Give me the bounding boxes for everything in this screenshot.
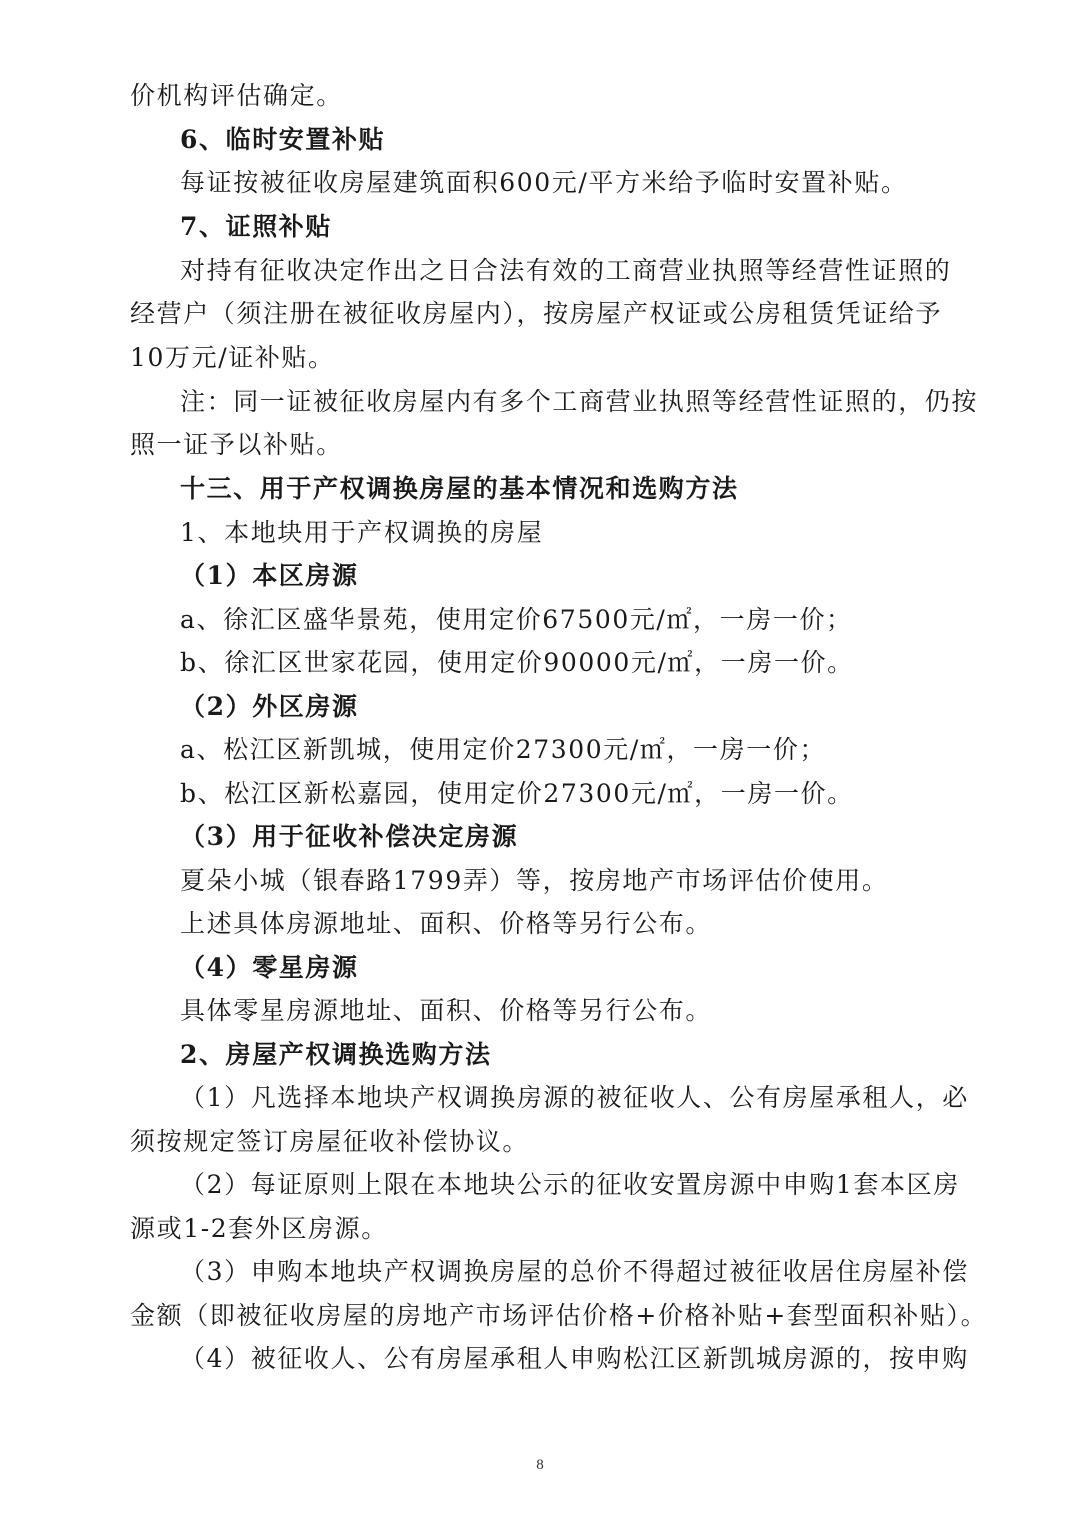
item-heading: （1）本区房源 [180,561,359,590]
chapter-heading: 十三、用于产权调换房屋的基本情况和选购方法 [180,474,739,503]
text-line: 经营户（须注册在被征收房屋内），按房屋产权证或公房租赁凭证给予 [130,299,943,328]
note-line: 注：同一证被征收房屋内有多个工商营业执照等经营性证照的，仍按 [180,387,979,416]
text-line: 源或1-2套外区房源。 [130,1214,388,1243]
subsection-heading: 2、房屋产权调换选购方法 [180,1040,492,1069]
item-heading: （3）用于征收补偿决定房源 [180,822,519,851]
item-heading: （2）外区房源 [180,692,359,721]
text-line: a、松江区新凯城，使用定价27300元/㎡，一房一价； [180,735,827,764]
text-line: （1）凡选择本地块产权调换房源的被征收人、公有房屋承租人，必 [180,1083,969,1112]
text-line: 10万元/证补贴。 [130,343,335,372]
text-line: 价机构评估确定。 [130,81,343,110]
text-line: 上述具体房源地址、面积、价格等另行公布。 [180,909,713,938]
text-line: 金额（即被征收房屋的房地产市场评估价格+价格补贴+套型面积补贴）。 [130,1301,988,1330]
note-line: 照一证予以补贴。 [130,430,343,459]
text-line: 具体零星房源地址、面积、价格等另行公布。 [180,996,713,1025]
page-number: 8 [536,1457,544,1473]
text-line: （2）每证原则上限在本地块公示的征收安置房源中申购1套本区房 [180,1170,960,1199]
text-line: （4）被征收人、公有房屋承租人申购松江区新凯城房源的，按申购 [180,1344,969,1373]
subsection-heading: 1、本地块用于产权调换的房屋 [180,518,544,547]
text-line: （3）申购本地块产权调换房屋的总价不得超过被征收居住房屋补偿 [180,1257,969,1286]
text-line: 须按规定签订房屋征收补偿协议。 [130,1127,530,1156]
text-line: 夏朵小城（银春路1799弄）等，按房地产市场评估价使用。 [180,866,889,895]
text-line: 每证按被征收房屋建筑面积600元/平方米给予临时安置补贴。 [180,168,908,197]
text-line: b、徐汇区世家花园，使用定价90000元/㎡，一房一价。 [180,648,854,677]
item-heading: （4）零星房源 [180,953,359,982]
text-line: a、徐汇区盛华景苑，使用定价67500元/㎡，一房一价； [180,605,853,634]
text-line: b、松江区新松嘉园，使用定价27300元/㎡，一房一价。 [180,779,854,808]
section-heading: 7、证照补贴 [180,212,332,241]
text-line: 对持有征收决定作出之日合法有效的工商营业执照等经营性证照的 [180,256,952,285]
section-heading: 6、临时安置补贴 [180,125,386,154]
